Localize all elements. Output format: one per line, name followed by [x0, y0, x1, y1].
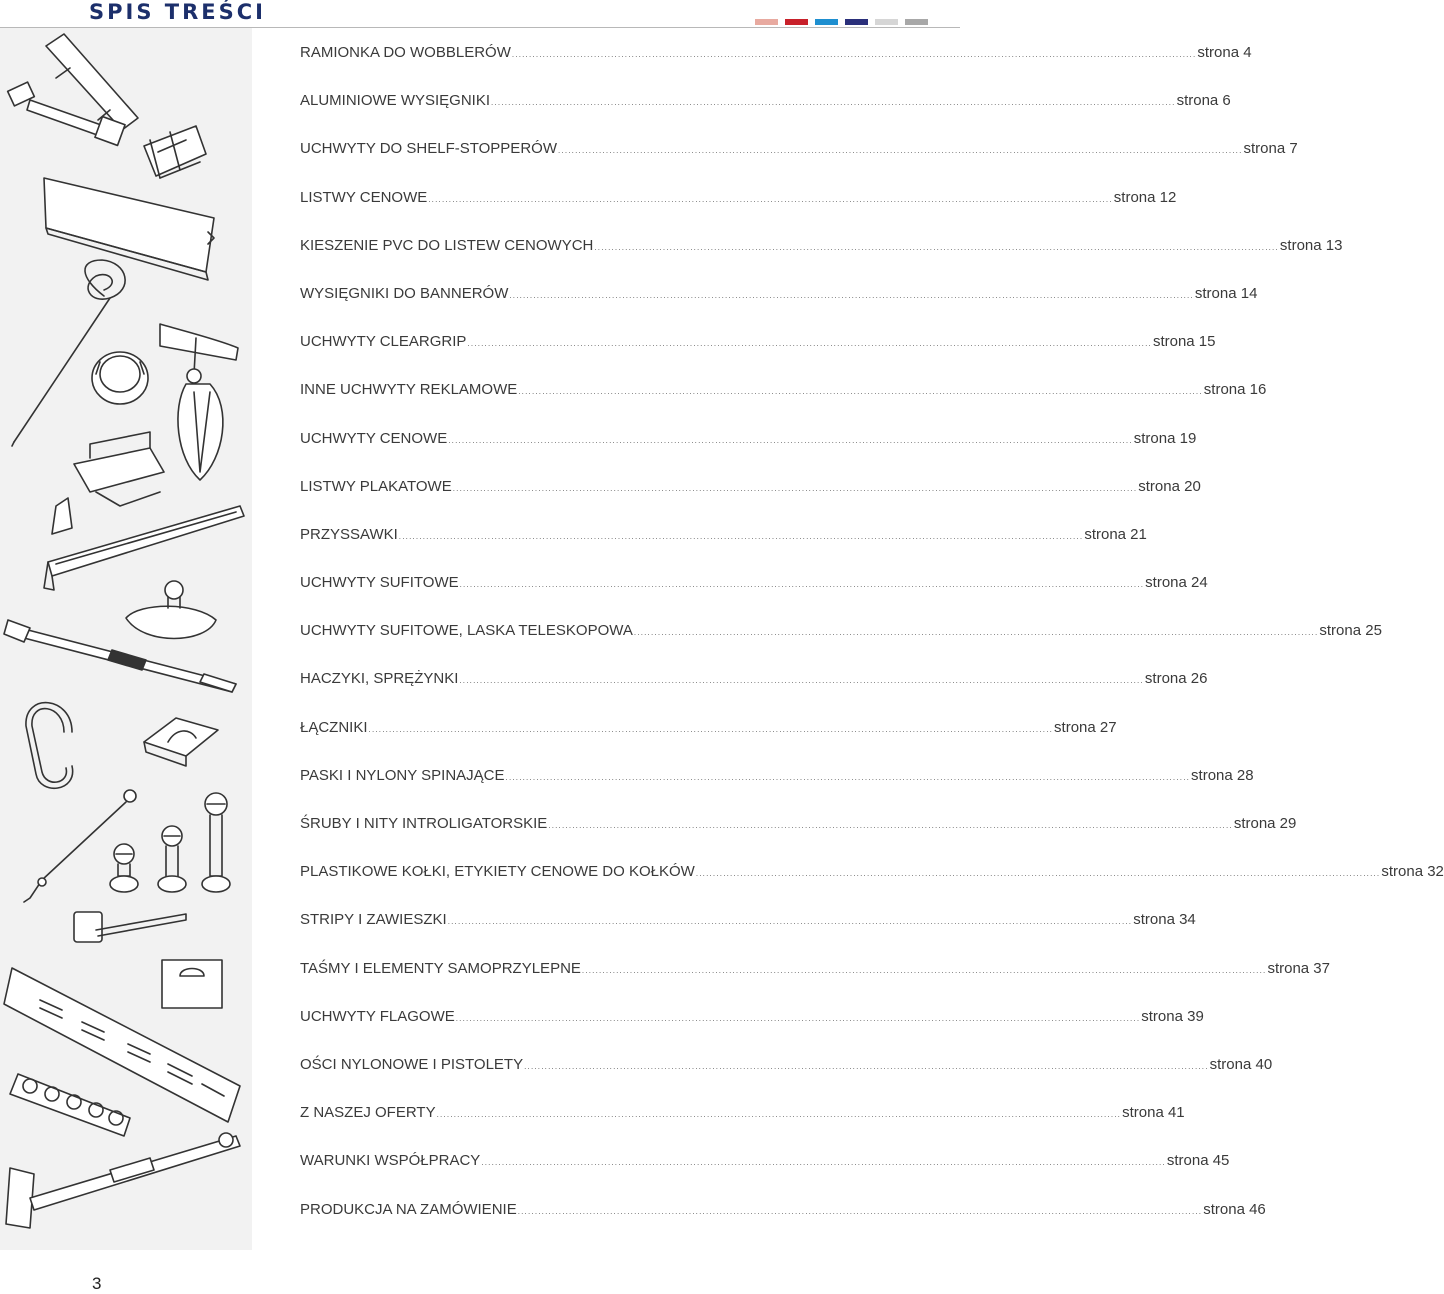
- toc-entry-title: WYSIĘGNIKI DO BANNERÓW: [300, 284, 509, 302]
- toc-entry-page: strona 27: [1054, 718, 1117, 736]
- toc-entry-title: PASKI I NYLONY SPINAJĄCE: [300, 766, 505, 784]
- swatch: [845, 19, 868, 25]
- toc-leader-dots: ........................................................................................................................................................................................................: [491, 98, 1176, 108]
- toc-entry-title: UCHWYTY FLAGOWE: [300, 1007, 455, 1025]
- toc-leader-dots: ........................................................................................................................................................................................................: [452, 483, 1138, 493]
- toc-entry[interactable]: [300, 718, 1117, 767]
- flag-holder-icon: [6, 1133, 240, 1228]
- toc-entry-page: strona 34: [1133, 911, 1196, 929]
- toc-entry-page: strona 20: [1138, 477, 1201, 495]
- toc-entry-page: strona 29: [1233, 815, 1297, 832]
- toc-leader-dots: ........................................................................................................................................................................................................: [459, 676, 1144, 686]
- toc-leader-dots: ........................................................................................................................................................................................................: [511, 50, 1197, 59]
- toc-entry[interactable]: [300, 1104, 1185, 1152]
- shelf-stopper-holder-icon: [144, 126, 206, 178]
- toc-leader-dots: ........................................................................................................................................................................................................: [398, 531, 1084, 541]
- table-of-contents: [300, 44, 1444, 1249]
- toc-entry-page: strona 12: [1113, 188, 1177, 206]
- illustration-panel: [0, 28, 252, 1250]
- toc-entry-page: strona 15: [1152, 333, 1216, 351]
- toc-entry[interactable]: [300, 1007, 1204, 1056]
- toc-entry-page: strona 25: [1319, 622, 1382, 640]
- toc-entry[interactable]: [300, 92, 1231, 140]
- toc-entry[interactable]: [300, 1055, 1273, 1104]
- toc-entry[interactable]: [300, 236, 1343, 285]
- toc-entry-title: UCHWYTY SUFITOWE: [300, 574, 459, 592]
- poster-rail-icon: [44, 498, 244, 590]
- toc-entry-title: Z NASZEJ OFERTY: [300, 1104, 436, 1122]
- toc-leader-dots: ........................................................................................................................................................................................................: [509, 290, 1194, 300]
- toc-entry-page: strona 46: [1203, 1200, 1266, 1218]
- toc-entry-title: ALUMINIOWE WYSIĘGNIKI: [300, 92, 491, 110]
- toc-entry-page: strona 4: [1197, 44, 1252, 61]
- toc-entry[interactable]: [300, 1152, 1230, 1200]
- toc-entry[interactable]: [300, 911, 1196, 959]
- toc-entry-page: strona 19: [1133, 429, 1197, 447]
- toc-entry-page: strona 7: [1243, 140, 1298, 158]
- toc-leader-dots: ........................................................................................................................................................................................................: [524, 1061, 1209, 1071]
- toc-entry[interactable]: [300, 670, 1208, 718]
- toc-leader-dots: ........................................................................................................................................................................................................: [481, 1158, 1166, 1168]
- toc-entry-title: INNE UCHWYTY REKLAMOWE: [300, 381, 518, 399]
- toc-entry[interactable]: [300, 44, 1252, 92]
- toc-entry-page: strona 14: [1194, 284, 1258, 302]
- toc-entry-page: strona 21: [1084, 525, 1147, 543]
- toc-entry-title: PLASTIKOWE KOŁKI, ETYKIETY CENOWE DO KOŁKÓW: [300, 863, 695, 881]
- toc-leader-dots: ........................................................................................................................................................................................................: [548, 821, 1233, 830]
- toc-entry-title: LISTWY CENOWE: [300, 188, 428, 206]
- toc-entry[interactable]: [300, 333, 1216, 381]
- toc-entry-title: RAMIONKA DO WOBBLERÓW: [300, 44, 511, 61]
- toc-entry[interactable]: [300, 1200, 1266, 1249]
- swatch: [755, 19, 778, 25]
- toc-entry[interactable]: [300, 381, 1267, 429]
- toc-entry-page: strona 24: [1145, 574, 1208, 592]
- toc-entry-title: HACZYKI, SPRĘŻYNKI: [300, 670, 459, 688]
- toc-entry-title: UCHWYTY SUFITOWE, LASKA TELESKOPOWA: [300, 622, 633, 640]
- suction-base-icon: [92, 352, 148, 404]
- page-number: 3: [92, 1274, 102, 1293]
- toc-entry[interactable]: [300, 477, 1201, 526]
- toc-entry[interactable]: [300, 188, 1177, 237]
- cleargrip-clip-icon: [160, 324, 238, 480]
- toc-entry-title: LISTWY PLAKATOWE: [300, 477, 452, 495]
- s-hook-icon: [26, 703, 73, 789]
- toc-entry-title: ŚRUBY I NITY INTROLIGATORSKIE: [300, 815, 548, 832]
- swatch: [905, 19, 928, 25]
- toc-entry-page: strona 28: [1191, 766, 1254, 784]
- swatch: [785, 19, 808, 25]
- toc-entry-page: strona 26: [1144, 670, 1208, 688]
- toc-entry-title: PRODUKCJA NA ZAMÓWIENIE: [300, 1200, 517, 1218]
- page-title: SPIS TREŚCI: [89, 0, 266, 24]
- swatch: [815, 19, 838, 25]
- toc-entry[interactable]: [300, 863, 1444, 911]
- toc-entry-title: OŚCI NYLONOWE I PISTOLETY: [300, 1055, 524, 1073]
- toc-entry[interactable]: [300, 622, 1382, 670]
- toc-leader-dots: ........................................................................................................................................................................................................: [581, 965, 1267, 975]
- toc-entry[interactable]: [300, 140, 1298, 188]
- price-rail-icon: [44, 178, 214, 280]
- price-card-holder-icon: [74, 432, 164, 506]
- toc-entry-page: strona 13: [1279, 236, 1343, 254]
- toc-entry-page: strona 32: [1381, 863, 1444, 881]
- toc-entry[interactable]: [300, 429, 1197, 478]
- toc-leader-dots: ........................................................................................................................................................................................................: [368, 724, 1054, 734]
- swatch: [875, 19, 898, 25]
- toc-leader-dots: ........................................................................................................................................................................................................: [455, 1013, 1141, 1023]
- toc-leader-dots: ........................................................................................................................................................................................................: [459, 580, 1145, 590]
- toc-leader-dots: ........................................................................................................................................................................................................: [436, 1110, 1122, 1120]
- hook-strip-icon: [74, 912, 186, 942]
- toc-entry-page: strona 45: [1166, 1152, 1230, 1170]
- toc-leader-dots: ........................................................................................................................................................................................................: [467, 339, 1152, 349]
- toc-entry-title: ŁĄCZNIKI: [300, 718, 368, 736]
- toc-entry[interactable]: [300, 766, 1254, 815]
- toc-leader-dots: ........................................................................................................................................................................................................: [695, 869, 1381, 879]
- toc-entry[interactable]: [300, 525, 1147, 574]
- toc-entry[interactable]: [300, 959, 1330, 1008]
- connector-clip-icon: [144, 718, 218, 766]
- toc-entry-page: strona 37: [1267, 959, 1330, 977]
- toc-entry[interactable]: [300, 574, 1208, 622]
- toc-entry-page: strona 41: [1122, 1104, 1185, 1122]
- toc-leader-dots: ........................................................................................................................................................................................................: [518, 387, 1203, 397]
- hanger-tab-icon: [162, 960, 222, 1008]
- toc-entry-title: UCHWYTY CLEARGRIP: [300, 333, 467, 351]
- toc-entry[interactable]: [300, 815, 1297, 863]
- toc-entry-title: STRIPY I ZAWIESZKI: [300, 911, 447, 929]
- toc-entry-page: strona 40: [1209, 1055, 1273, 1073]
- toc-entry-page: strona 39: [1141, 1007, 1204, 1025]
- toc-leader-dots: ........................................................................................................................................................................................................: [557, 146, 1243, 156]
- toc-leader-dots: ........................................................................................................................................................................................................: [517, 1206, 1203, 1216]
- toc-entry-title: UCHWYTY DO SHELF-STOPPERÓW: [300, 140, 557, 158]
- toc-leader-dots: ........................................................................................................................................................................................................: [505, 772, 1191, 782]
- toc-entry-page: strona 6: [1176, 92, 1231, 110]
- binding-screw-icon: [110, 793, 230, 892]
- toc-entry-title: TAŚMY I ELEMENTY SAMOPRZYLEPNE: [300, 959, 581, 977]
- toc-leader-dots: ........................................................................................................................................................................................................: [633, 628, 1319, 638]
- suction-cup-icon: [126, 581, 216, 639]
- toc-leader-dots: ........................................................................................................................................................................................................: [448, 435, 1133, 445]
- toc-entry-page: strona 16: [1203, 381, 1267, 399]
- toc-entry-title: WARUNKI WSPÓŁPRACY: [300, 1152, 481, 1170]
- toc-entry-title: UCHWYTY CENOWE: [300, 429, 448, 447]
- toc-entry-title: KIESZENIE PVC DO LISTEW CENOWYCH: [300, 236, 594, 254]
- toc-leader-dots: ........................................................................................................................................................................................................: [447, 917, 1133, 927]
- toc-leader-dots: ........................................................................................................................................................................................................: [428, 194, 1113, 204]
- toc-entry-title: PRZYSSAWKI: [300, 525, 398, 543]
- toc-entry[interactable]: [300, 284, 1258, 333]
- color-swatches: [755, 19, 928, 25]
- toc-leader-dots: ........................................................................................................................................................................................................: [594, 242, 1279, 252]
- spiral-wire-holder-icon: [12, 260, 125, 446]
